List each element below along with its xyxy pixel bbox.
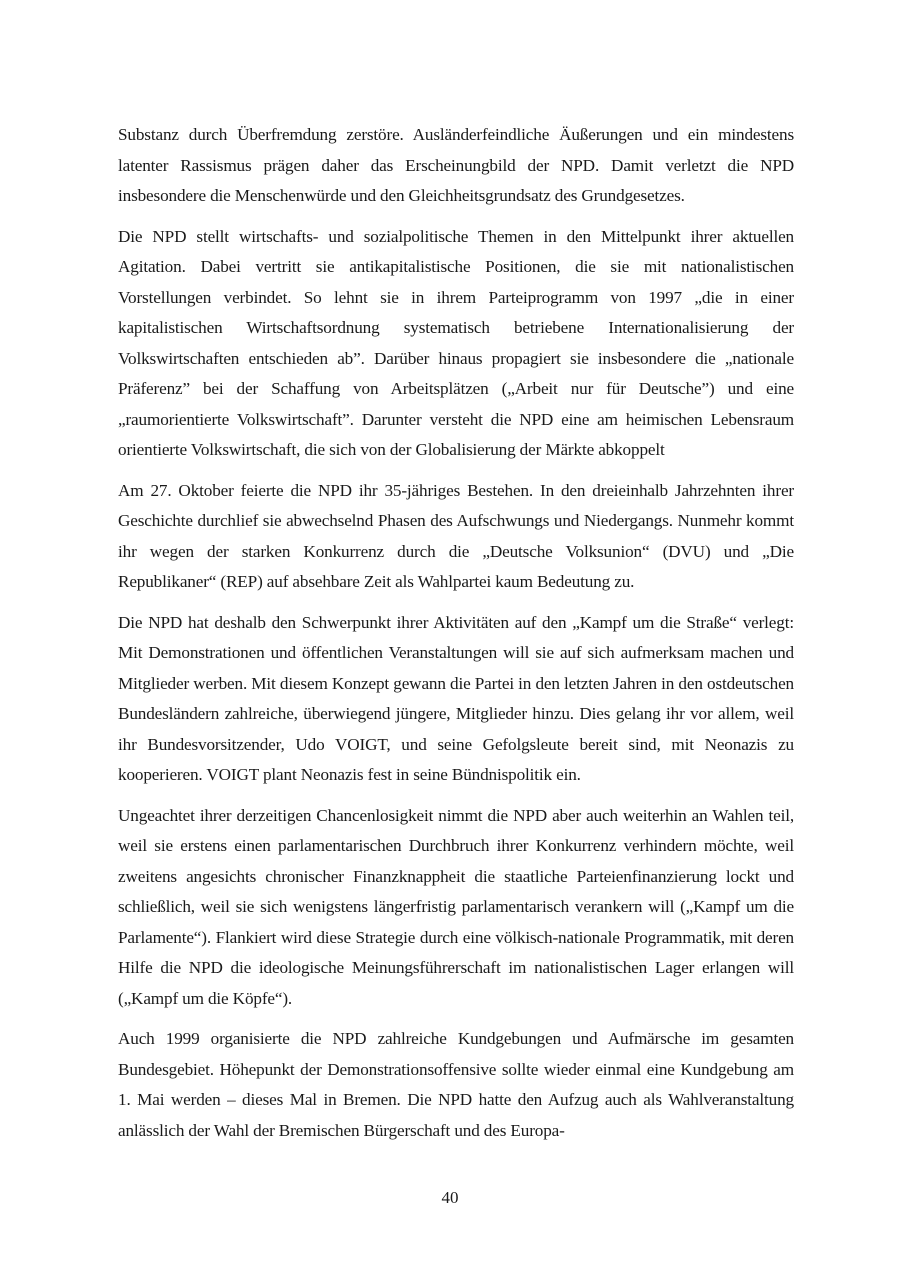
paragraph: Auch 1999 organisierte die NPD zahlreiche Kundgebungen und Aufmärsche im gesamten Bundesgebiet. Höhepunkt der Demonstrationsoffensive sollte wieder einmal eine Kundgebung am 1. Mai werden – dieses Mal in Bremen. Die NPD hatte den Aufzug auch als Wahlveranstaltung anlässlich der Wahl der Bremischen Bürgerschaft und des Europa-: [118, 1029, 794, 1140]
body-text: [118, 120, 794, 1156]
paragraph: Die NPD hat deshalb den Schwerpunkt ihrer Aktivitäten auf den „Kampf um die Straße“ verlegt: Mit Demonstrationen und öffentlichen Veranstaltungen will sie auf sich aufmerksam machen und Mitglieder werben. Mit diesem Konzept gewann die Partei in den letzten Jahren in den ostdeutschen Bundesländern zahlreiche, überwiegend jüngere, Mitglieder hinzu. Dies gelang ihr vor allem, weil ihr Bundesvorsitzender, Udo VOIGT, und seine Gefolgsleute bereit sind, mit Neonazis zu kooperieren. VOIGT plant Neonazis fest in seine Bündnispolitik ein.: [118, 612, 794, 784]
paragraph: Am 27. Oktober feierte die NPD ihr 35-jähriges Bestehen. In den dreieinhalb Jahrzehnten ihrer Geschichte durchlief sie abwechselnd Phasen des Aufschwungs und Niedergangs. Nunmehr kommt ihr wegen der starken Konkurrenz durch die „Deutsche Volksunion“ (DVU) und „Die Republikaner“ (REP) auf absehbare Zeit als Wahlpartei kaum Bedeutung zu.: [118, 480, 794, 591]
paragraph: Substanz durch Überfremdung zerstöre. Ausländerfeindliche Äußerungen und ein mindestens latenter Rassismus prägen daher das Erscheinungbild der NPD. Damit verletzt die NPD insbesondere die Menschenwürde und den Gleichheitsgrundsatz des Grundgesetzes.: [118, 125, 794, 205]
page-number: 40: [441, 1188, 459, 1207]
paragraph: Ungeachtet ihrer derzeitigen Chancenlosigkeit nimmt die NPD aber auch weiterhin an Wahlen teil, weil sie erstens einen parlamentarischen Durchbruch ihrer Konkurrenz verhindern möchte, weil zweitens angesichts chronischer Finanzknappheit die staatliche Parteienfinanzierung lockt und schließlich, weil sie sich wenigstens längerfristig parlamentarisch verankern will („Kampf um die Parlamente“). Flankiert wird diese Strategie durch eine völkisch-nationale Programmatik, mit deren Hilfe die NPD die ideologische Meinungsführerschaft im nationalistischen Lager erlangen will („Kampf um die Köpfe“).: [118, 805, 794, 1008]
paragraph: Die NPD stellt wirtschafts- und sozialpolitische Themen in den Mittelpunkt ihrer aktuellen Agitation. Dabei vertritt sie antikapitalistische Positionen, die sie mit nationalistischen Vorstellungen verbindet. So lehnt sie in ihrem Parteiprogramm von 1997 „die in einer kapitalistischen Wirtschaftsordnung systematisch betriebene Internationalisierung der Volkswirtschaften entschieden ab”. Darüber hinaus propagiert sie insbesondere die „nationale Präferenz” bei der Schaffung von Arbeitsplätzen („Arbeit nur für Deutsche”) und eine „raumorientierte Volkswirtschaft”. Darunter versteht die NPD eine am heimischen Lebensraum orientierte Volkswirtschaft, die sich von der Globalisierung der Märkte abkoppelt: [118, 226, 794, 459]
